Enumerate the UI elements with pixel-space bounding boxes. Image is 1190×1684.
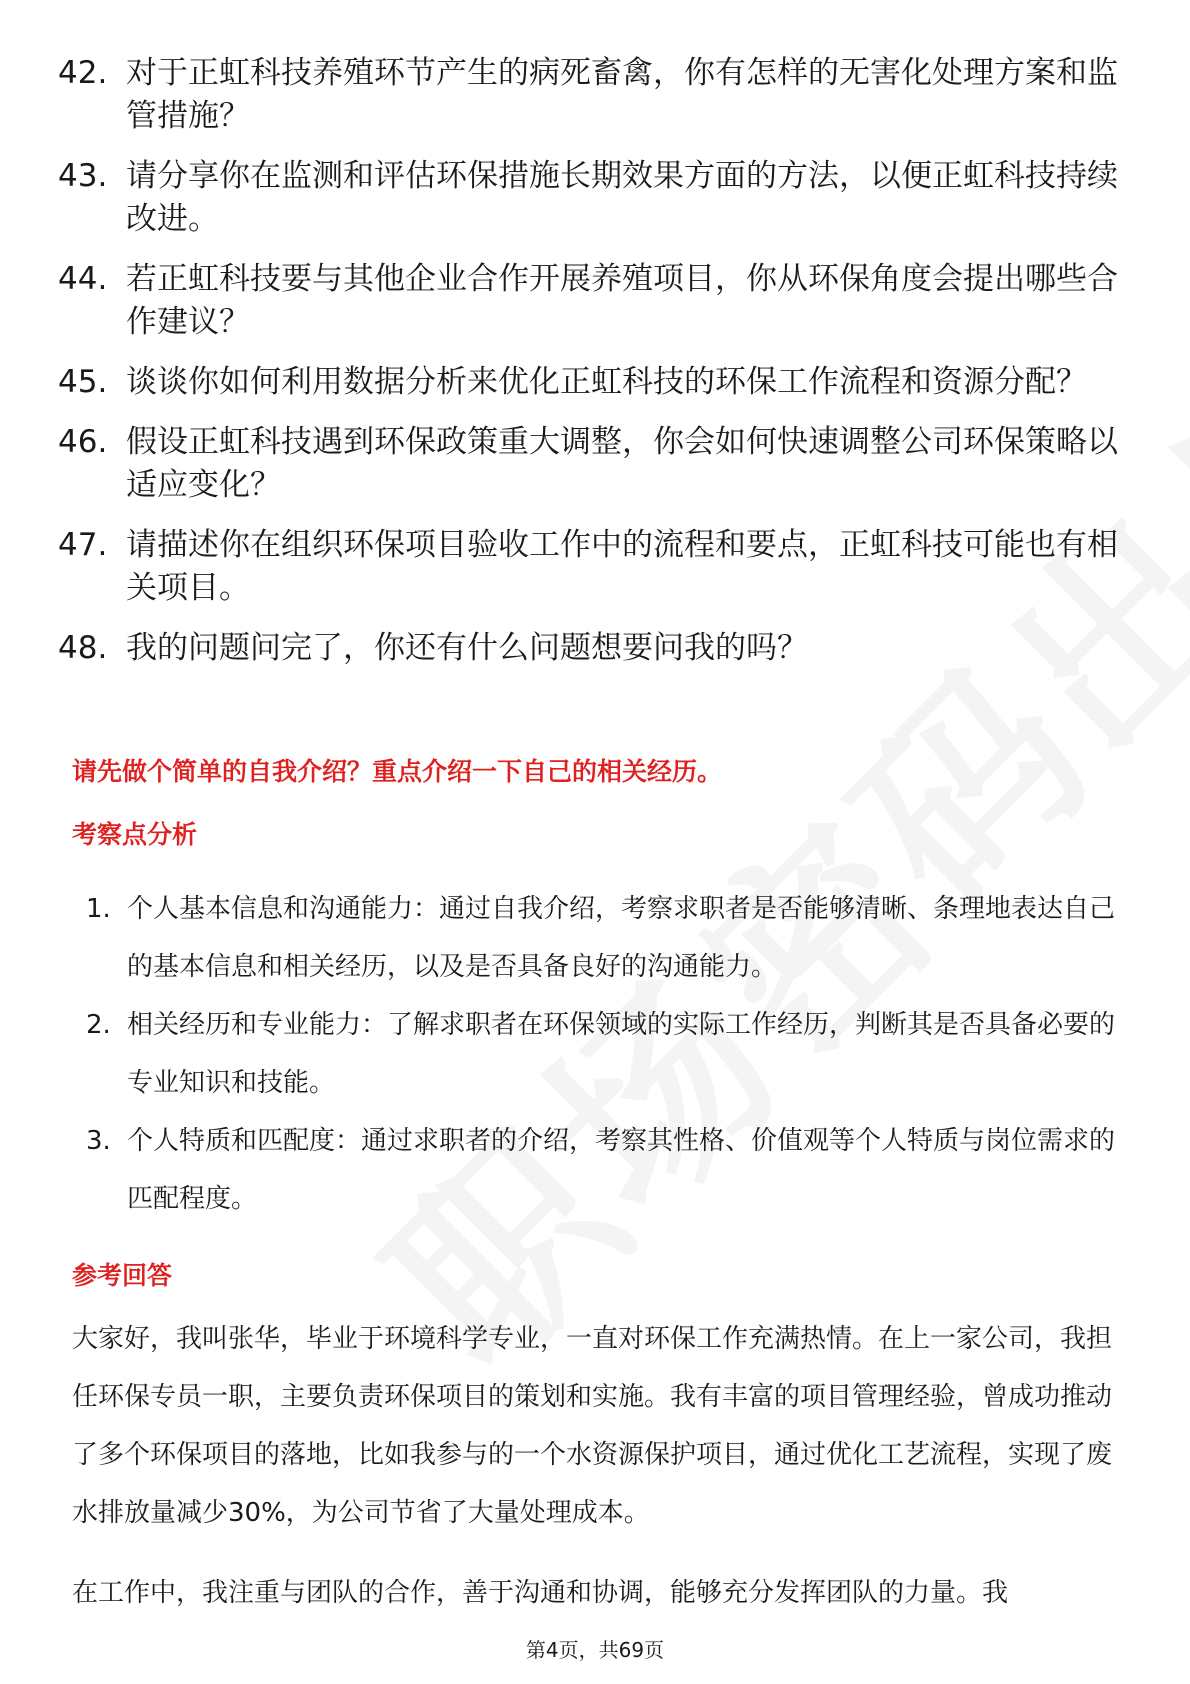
question-list	[58, 52, 1138, 687]
analysis-number: 1.	[86, 894, 111, 924]
analysis-item	[72, 996, 1122, 1112]
question-item	[58, 627, 1138, 670]
question-text: 若正虹科技要与其他企业合作开展养殖项目，你从环保角度会提出哪些合作建议？	[126, 261, 1118, 340]
analysis-text: 个人基本信息和沟通能力：通过自我介绍，考察求职者是否能够清晰、条理地表达自己的基本信息和相关经历，以及是否具备良好的沟通能力。	[127, 894, 1116, 982]
question-number: 48.	[58, 630, 108, 666]
question-item	[58, 258, 1138, 344]
highlight-question: 请先做个简单的自我介绍？重点介绍一下自己的相关经历。	[72, 757, 723, 786]
question-number: 47.	[58, 527, 108, 563]
question-text: 对于正虹科技养殖环节产生的病死畜禽，你有怎样的无害化处理方案和监管措施？	[126, 55, 1118, 134]
answer-paragraph: 在工作中，我注重与团队的合作，善于沟通和协调，能够充分发挥团队的力量。我	[72, 1578, 1009, 1608]
question-item	[58, 361, 1138, 404]
question-item	[58, 52, 1138, 138]
page-footer: 第4页，共69页	[525, 1638, 665, 1662]
analysis-number: 3.	[86, 1126, 111, 1156]
analysis-item	[72, 1112, 1122, 1228]
question-number: 44.	[58, 261, 108, 297]
answer-paragraph: 大家好，我叫张华，毕业于环境科学专业，一直对环保工作充满热情。在上一家公司，我担任环保专员一职，主要负责环保项目的策划和实施。我有丰富的项目管理经验，曾成功推动了多个环保项目的落地，比如我参与的一个水资源保护项目，通过优化工艺流程，实现了废水排放量减少30%，为公司节省了大量处理成本。	[72, 1324, 1113, 1528]
analysis-text: 相关经历和专业能力：了解求职者在环保领域的实际工作经历，判断其是否具备必要的专业知识和技能。	[127, 1010, 1116, 1098]
question-number: 43.	[58, 158, 108, 194]
question-number: 45.	[58, 364, 108, 400]
question-text: 谈谈你如何利用数据分析来优化正虹科技的环保工作流程和资源分配？	[126, 364, 1087, 400]
analysis-number: 2.	[86, 1010, 111, 1040]
analysis-heading: 考察点分析	[72, 820, 198, 849]
question-item	[58, 155, 1138, 241]
question-number: 42.	[58, 55, 108, 91]
question-item	[58, 524, 1138, 610]
analysis-text: 个人特质和匹配度：通过求职者的介绍，考察其性格、价值观等个人特质与岗位需求的匹配程度。	[127, 1126, 1116, 1214]
question-item	[58, 421, 1138, 507]
question-text: 请分享你在监测和评估环保措施长期效果方面的方法，以便正虹科技持续改进。	[126, 158, 1118, 237]
question-number: 46.	[58, 424, 108, 460]
analysis-item	[72, 880, 1122, 996]
question-text: 假设正虹科技遇到环保政策重大调整，你会如何快速调整公司环保策略以适应变化？	[126, 424, 1118, 503]
answer-heading: 参考回答	[72, 1261, 173, 1290]
question-text: 我的问题问完了，你还有什么问题想要问我的吗？	[126, 630, 808, 666]
question-text: 请描述你在组织环保项目验收工作中的流程和要点，正虹科技可能也有相关项目。	[126, 527, 1118, 606]
analysis-list	[72, 880, 1122, 1228]
